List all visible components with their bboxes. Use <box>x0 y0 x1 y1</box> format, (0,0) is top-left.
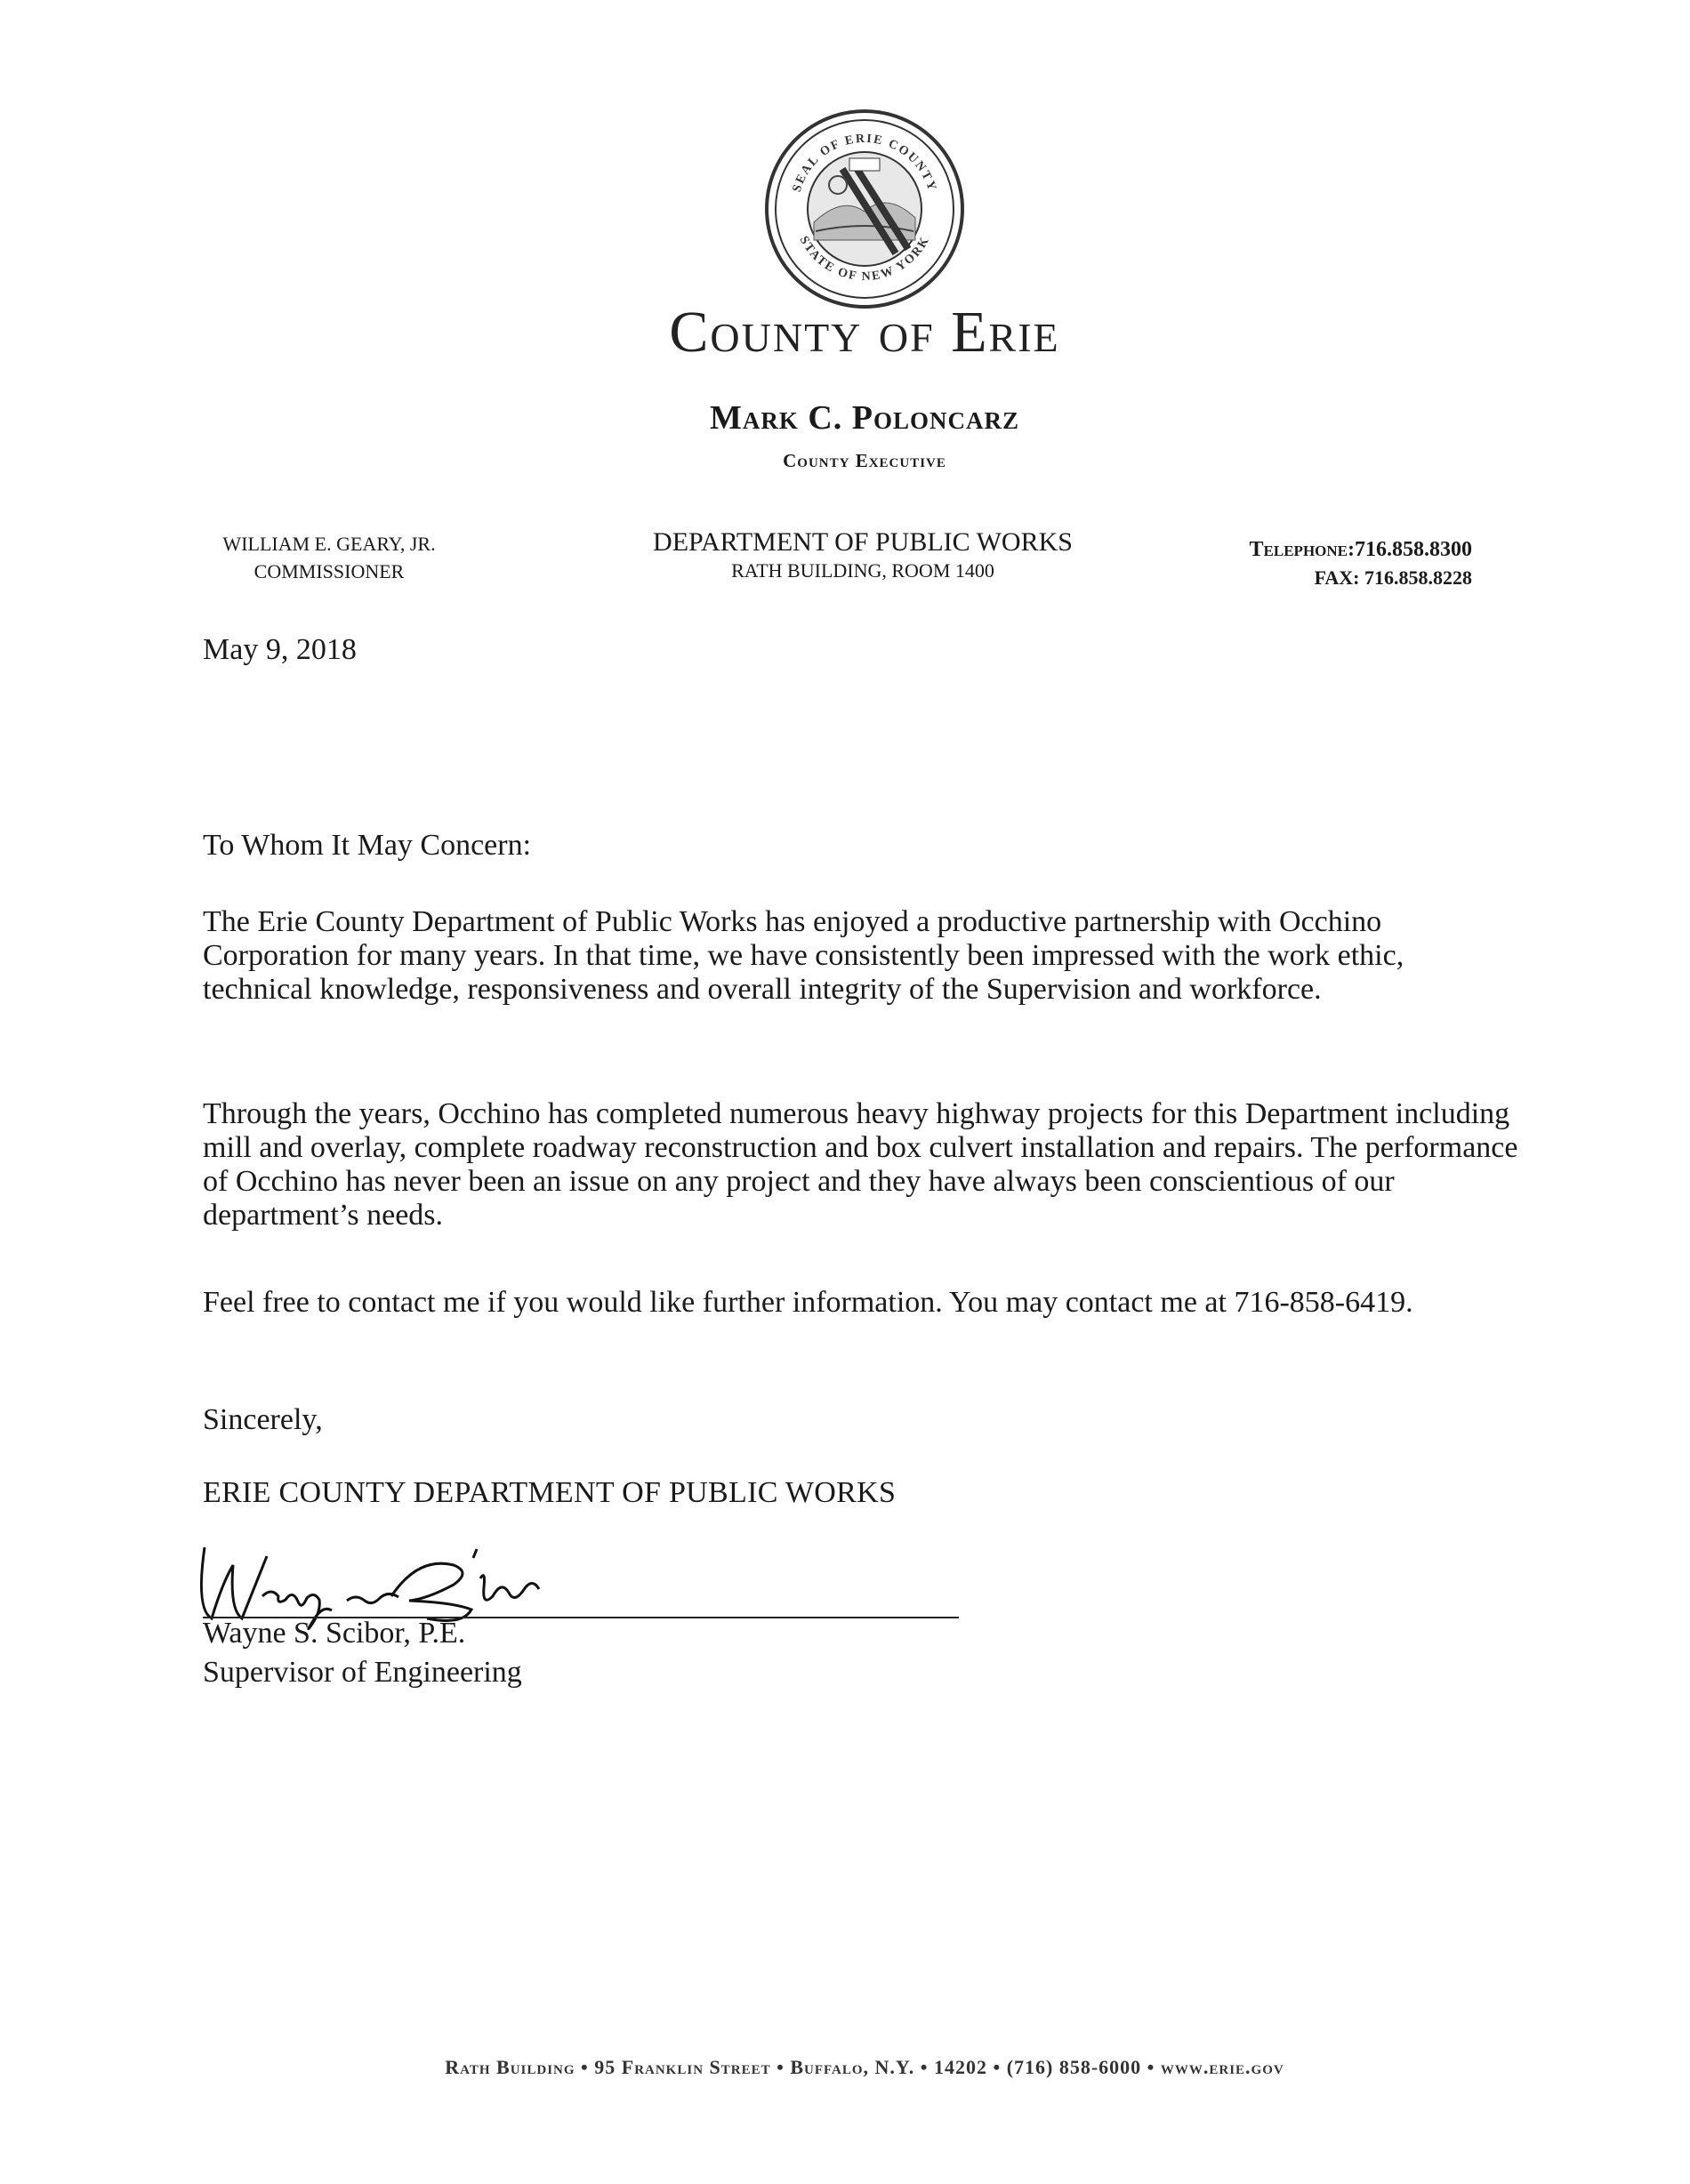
paragraph: The Erie County Department of Public Works has enjoyed a productive partnership with Occhino Corporation for many years. In that time, we have consistently been impressed with the work ethic, technical knowledge, responsiveness and overall integrity of the Supervision and workforce. <box>203 905 1404 1006</box>
signer-name: Wayne S. Scibor, P.E. <box>203 1617 466 1650</box>
closing: Sincerely, <box>203 1403 323 1436</box>
letter-date: May 9, 2018 <box>203 633 357 666</box>
commissioner-block <box>178 530 480 585</box>
paragraph: Through the years, Occhino has completed numerous heavy highway projects for this Department including mill and overlay, complete roadway reconstruction and box culvert installation and repairs. The performance of Occhino has never been an issue on any project and they have always been conscientious of our department’s needs. <box>203 1097 1518 1232</box>
footer-address: Rath Building • 95 Franklin Street • Buffalo, N.Y. • 14202 • (716) 858-6000 • www.erie.gov <box>445 2056 1284 2078</box>
svg-text:STATE OF NEW YORK: STATE OF NEW YORK <box>796 234 933 285</box>
signing-organization: ERIE COUNTY DEPARTMENT OF PUBLIC WORKS <box>203 1476 897 1509</box>
contact-block <box>1196 535 1472 592</box>
telephone: Telephone:716.858.8300 <box>1249 538 1472 561</box>
county-title: County of Erie <box>669 300 1060 365</box>
salutation: To Whom It May Concern: <box>203 829 532 862</box>
fax: FAX: 716.858.8228 <box>1314 566 1472 589</box>
svg-text:SEAL OF ERIE COUNTY: SEAL OF ERIE COUNTY <box>790 132 939 194</box>
signer-title: Supervisor of Engineering <box>203 1656 522 1689</box>
paragraph: Feel free to contact me if you would like further information. You may contact me at 716-858-6419. <box>203 1286 1413 1319</box>
commissioner-title: COMMISSIONER <box>254 560 405 582</box>
commissioner-name: WILLIAM E. GEARY, JR. <box>222 533 436 555</box>
department-name: DEPARTMENT OF PUBLIC WORKS <box>653 527 1073 557</box>
executive-name: Mark C. Poloncarz <box>709 399 1020 437</box>
department-block <box>569 528 1156 585</box>
executive-title: County Executive <box>783 450 946 471</box>
department-address: RATH BUILDING, ROOM 1400 <box>731 559 994 582</box>
county-seal-icon <box>762 107 967 311</box>
